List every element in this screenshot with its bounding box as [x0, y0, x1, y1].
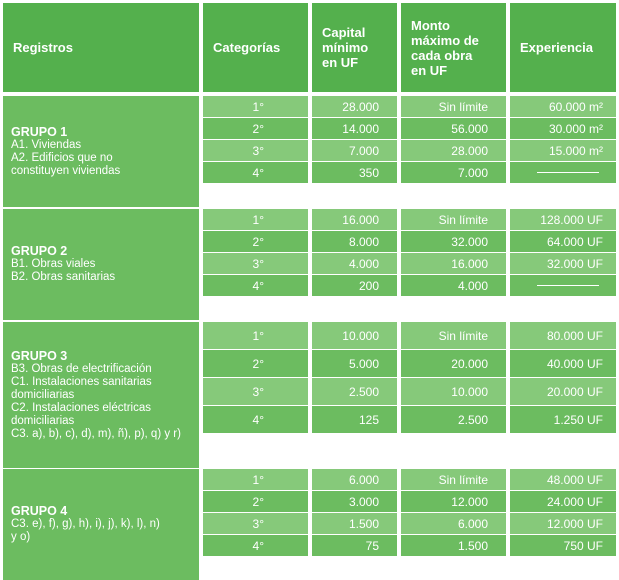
group-name: GRUPO 1 [11, 124, 68, 139]
header-categorias: Categorías [203, 3, 308, 92]
cell-capital-text: 1.500 [348, 516, 379, 531]
cell-experiencia-text: 128.000 UF [540, 212, 603, 227]
group-name: GRUPO 3 [11, 348, 68, 363]
cell-categoria [203, 231, 308, 252]
cell-monto-text: 10.000 [451, 384, 488, 399]
header-registros: Registros [3, 3, 199, 92]
cell-categoria-text: 3° [252, 516, 264, 531]
cell-categoria-text: 1° [252, 212, 264, 227]
table-row [3, 162, 616, 183]
cell-categoria-text: 4° [252, 165, 264, 180]
cell-monto [401, 162, 506, 183]
table-row [3, 491, 616, 512]
cell-capital [312, 209, 397, 230]
cell-categoria [203, 209, 308, 230]
cell-monto [401, 350, 506, 377]
cell-categoria [203, 253, 308, 274]
cell-experiencia-text: 60.000 m² [548, 99, 603, 114]
cell-experiencia [510, 491, 616, 512]
cell-categoria-text: 3° [252, 143, 264, 158]
cell-capital-text: 75 [365, 538, 379, 553]
cell-monto [401, 209, 506, 230]
cell-experiencia-text: 48.000 UF [546, 472, 603, 487]
cell-experiencia [510, 209, 616, 230]
cell-experiencia-text: 40.000 UF [546, 356, 603, 371]
cell-categoria-text: 2° [252, 121, 264, 136]
cell-capital [312, 140, 397, 161]
cell-experiencia [510, 406, 616, 433]
cell-categoria-text: 1° [252, 472, 264, 487]
cell-monto-text: 4.000 [457, 278, 488, 293]
cell-capital-text: 14.000 [342, 121, 379, 136]
empty-dash [537, 285, 599, 286]
cell-monto [401, 140, 506, 161]
table-row [3, 378, 616, 405]
cell-categoria [203, 350, 308, 377]
cell-capital-text: 8.000 [348, 234, 379, 249]
group-description: C3. e), f), g), h), i), j), k), l), n) y o) [11, 518, 160, 544]
cell-categoria [203, 96, 308, 117]
cell-monto-text: Sin límite [438, 328, 488, 343]
cell-experiencia-text: 20.000 UF [546, 384, 603, 399]
cell-experiencia-text: 15.000 m² [548, 143, 603, 158]
cell-monto [401, 406, 506, 433]
cell-experiencia [510, 140, 616, 161]
cell-experiencia [510, 118, 616, 139]
table-header [3, 3, 616, 92]
cell-experiencia [510, 350, 616, 377]
cell-experiencia [510, 253, 616, 274]
group-block [3, 322, 616, 468]
cell-capital-text: 200 [358, 278, 379, 293]
table-row [3, 469, 616, 490]
cell-monto [401, 513, 506, 534]
cell-experiencia-text: 64.000 UF [546, 234, 603, 249]
cell-monto-text: Sin límite [438, 472, 488, 487]
cell-capital [312, 322, 397, 349]
group-name: GRUPO 2 [11, 244, 68, 259]
cell-experiencia [510, 231, 616, 252]
cell-categoria [203, 491, 308, 512]
cell-experiencia-text: 30.000 m² [548, 121, 603, 136]
header-experiencia: Experiencia [510, 3, 616, 92]
cell-categoria [203, 118, 308, 139]
cell-capital-text: 125 [358, 412, 379, 427]
cell-experiencia [510, 535, 616, 556]
cell-experiencia [510, 322, 616, 349]
cell-capital-text: 5.000 [348, 356, 379, 371]
table-row [3, 322, 616, 349]
cell-categoria [203, 162, 308, 183]
cell-capital-text: 28.000 [342, 99, 379, 114]
cell-capital [312, 118, 397, 139]
cell-monto [401, 231, 506, 252]
group-name: GRUPO 4 [11, 504, 68, 519]
table-row [3, 231, 616, 252]
cell-monto-text: 16.000 [451, 256, 488, 271]
cell-capital-text: 4.000 [348, 256, 379, 271]
cell-experiencia [510, 96, 616, 117]
cell-categoria [203, 513, 308, 534]
cell-experiencia-text: 12.000 UF [546, 516, 603, 531]
table-row [3, 253, 616, 274]
header-monto: Monto máximo de cada obra en UF [401, 3, 506, 92]
cell-capital [312, 535, 397, 556]
cell-monto [401, 253, 506, 274]
group-block [3, 209, 616, 320]
cell-capital [312, 406, 397, 433]
cell-monto-text: 6.000 [457, 516, 488, 531]
cell-capital [312, 513, 397, 534]
cell-experiencia [510, 469, 616, 490]
group-description: A1. Viviendas A2. Edificios que no constituyen viviendas [11, 138, 121, 177]
cell-experiencia-text: 24.000 UF [546, 494, 603, 509]
cell-experiencia-text: 1.250 UF [553, 412, 603, 427]
empty-dash [537, 172, 599, 173]
cell-capital [312, 275, 397, 296]
cell-categoria-text: 3° [252, 256, 264, 271]
cell-capital [312, 491, 397, 512]
table-row [3, 406, 616, 433]
table-row [3, 140, 616, 161]
cell-categoria-text: 3° [252, 384, 264, 399]
cell-monto [401, 491, 506, 512]
cell-capital-text: 16.000 [342, 212, 379, 227]
cell-monto [401, 378, 506, 405]
table-row [3, 209, 616, 230]
cell-categoria [203, 275, 308, 296]
cell-capital [312, 469, 397, 490]
cell-monto-text: 56.000 [451, 121, 488, 136]
cell-capital [312, 253, 397, 274]
header-capital: Capital mínimo en UF [312, 3, 397, 92]
cell-categoria-text: 1° [252, 99, 264, 114]
cell-monto [401, 322, 506, 349]
table-row [3, 118, 616, 139]
cell-categoria-text: 4° [252, 538, 264, 553]
cell-monto [401, 118, 506, 139]
cell-categoria [203, 322, 308, 349]
cell-capital-text: 3.000 [348, 494, 379, 509]
group-block [3, 469, 616, 580]
cell-monto [401, 535, 506, 556]
cell-experiencia [510, 513, 616, 534]
group-description: B3. Obras de electrificación C1. Instalaciones sanitarias domiciliarias C2. Instalaciones eléctricas domiciliarias C3. a), b), c), d), m), ñ), p), q) y r) [11, 362, 181, 440]
cell-experiencia [510, 275, 616, 296]
table-row [3, 275, 616, 296]
table-row [3, 535, 616, 556]
cell-categoria-text: 2° [252, 234, 264, 249]
cell-categoria [203, 406, 308, 433]
cell-monto-text: 12.000 [451, 494, 488, 509]
table-row [3, 513, 616, 534]
cell-experiencia-text: 750 UF [563, 538, 603, 553]
cell-monto [401, 469, 506, 490]
cell-capital [312, 96, 397, 117]
cell-categoria-text: 2° [252, 356, 264, 371]
cell-capital [312, 231, 397, 252]
group-description: B1. Obras viales B2. Obras sanitarias [11, 258, 116, 284]
cell-monto [401, 96, 506, 117]
cell-monto [401, 275, 506, 296]
cell-monto-text: Sin límite [438, 99, 488, 114]
cell-monto-text: 20.000 [451, 356, 488, 371]
cell-categoria [203, 469, 308, 490]
table-row [3, 96, 616, 117]
cell-monto-text: 1.500 [457, 538, 488, 553]
cell-capital-text: 10.000 [342, 328, 379, 343]
cell-categoria-text: 1° [252, 328, 264, 343]
cell-categoria [203, 140, 308, 161]
cell-capital [312, 162, 397, 183]
group-block [3, 96, 616, 207]
cell-categoria-text: 2° [252, 494, 264, 509]
cell-monto-text: 2.500 [457, 412, 488, 427]
cell-categoria-text: 4° [252, 412, 264, 427]
cell-categoria [203, 535, 308, 556]
cell-monto-text: Sin límite [438, 212, 488, 227]
cell-experiencia-text: 32.000 UF [546, 256, 603, 271]
table-row [3, 350, 616, 377]
cell-experiencia [510, 162, 616, 183]
cell-categoria [203, 378, 308, 405]
cell-monto-text: 32.000 [451, 234, 488, 249]
cell-monto-text: 7.000 [457, 165, 488, 180]
cell-capital-text: 6.000 [348, 472, 379, 487]
cell-capital-text: 350 [358, 165, 379, 180]
cell-experiencia-text: 80.000 UF [546, 328, 603, 343]
cell-monto-text: 28.000 [451, 143, 488, 158]
cell-capital [312, 350, 397, 377]
cell-experiencia [510, 378, 616, 405]
cell-capital-text: 7.000 [348, 143, 379, 158]
cell-capital-text: 2.500 [348, 384, 379, 399]
cell-categoria-text: 4° [252, 278, 264, 293]
cell-capital [312, 378, 397, 405]
